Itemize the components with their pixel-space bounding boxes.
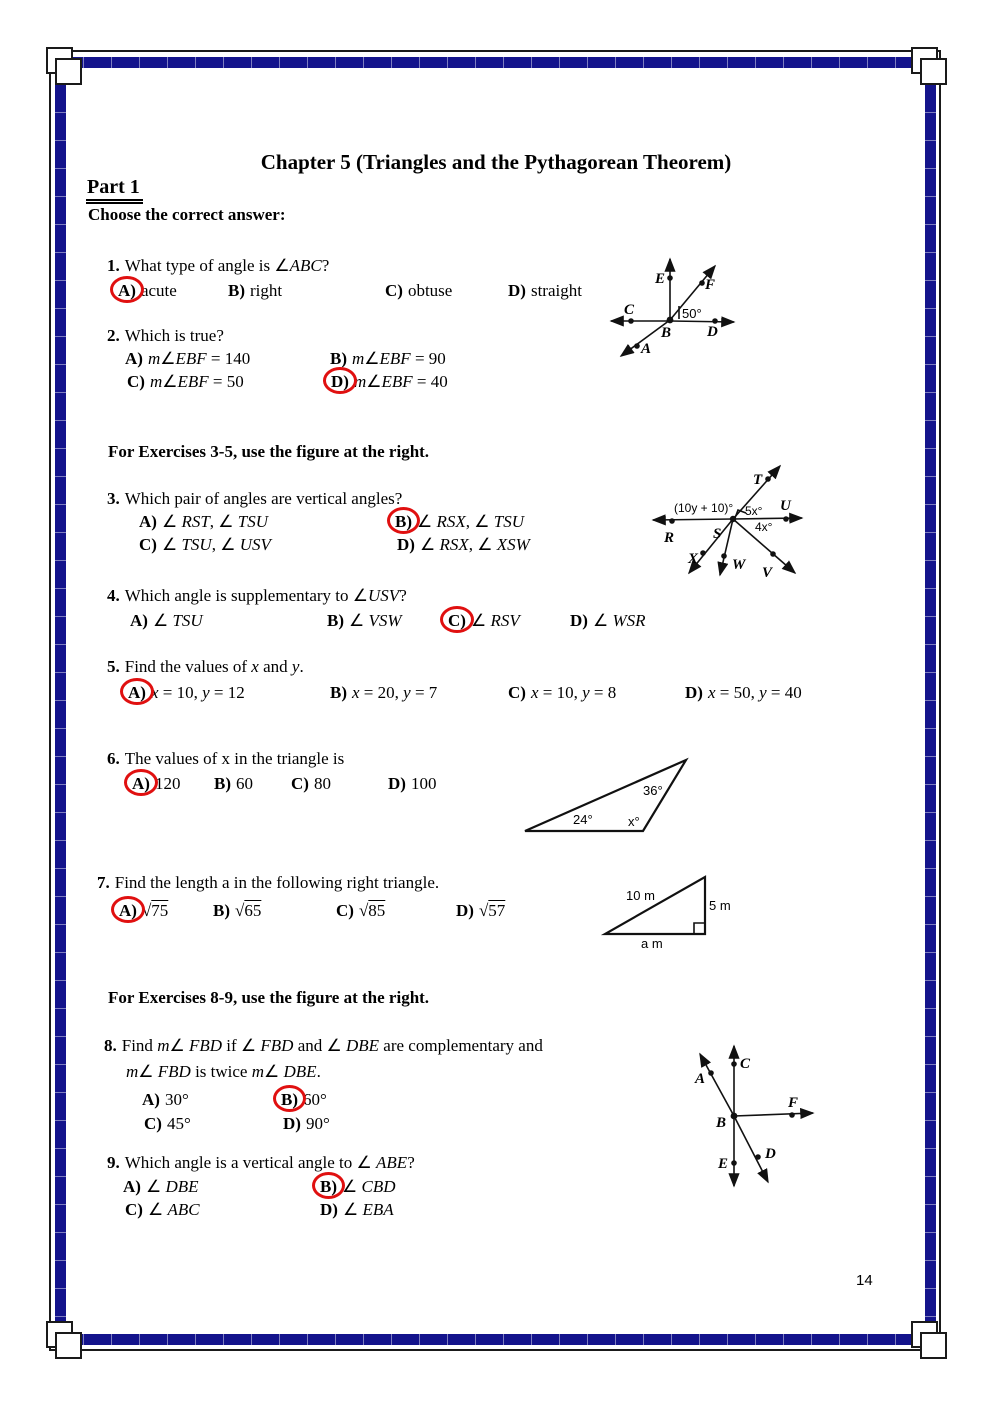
option-letter: C) <box>127 372 145 391</box>
option-letter: A) <box>139 512 157 531</box>
question-2-number: 2. <box>107 326 120 345</box>
question-3-option-a <box>139 512 268 532</box>
option-text: ∠ DBE <box>145 1177 199 1196</box>
option-letter: D) <box>508 281 526 300</box>
point-label-d: D <box>707 324 718 340</box>
question-7-prompt <box>97 873 439 893</box>
option-letter: A) <box>125 349 143 368</box>
option-text: ∠ RSV <box>470 611 520 630</box>
angle-label-50: 50° <box>682 306 702 321</box>
option-text: m∠EBF = 140 <box>147 349 251 368</box>
question-8-prompt <box>104 1036 543 1056</box>
question-8-text: Find m∠ FBD if ∠ FBD and ∠ DBE are complementary and <box>121 1036 543 1055</box>
side-label-am: a m <box>641 936 663 951</box>
option-letter: C) <box>144 1114 162 1133</box>
question-3-option-b <box>395 512 524 532</box>
point-label-a: A <box>641 341 652 357</box>
angle-label-5x: 5x° <box>745 504 763 518</box>
question-9-option-d <box>320 1200 394 1220</box>
question-5-option-d <box>685 683 802 703</box>
question-7-option-d <box>456 901 505 921</box>
question-6-prompt <box>107 749 344 769</box>
option-text: m∠EBF = 50 <box>149 372 244 391</box>
option-text: ∠ CBD <box>342 1177 396 1196</box>
option-letter: A) <box>132 774 150 793</box>
section-header-ex89: For Exercises 8-9, use the figure at the right. <box>108 988 430 1007</box>
question-7-option-a <box>119 901 168 921</box>
question-1-option-b <box>228 281 282 301</box>
question-3-number: 3. <box>107 489 120 508</box>
option-letter: B) <box>228 281 245 300</box>
question-5-prompt <box>107 657 304 677</box>
question-7-option-c <box>336 901 385 921</box>
point-label-v: V <box>762 565 773 581</box>
option-text: 45° <box>166 1114 191 1133</box>
question-8-option-d <box>283 1114 330 1134</box>
question-9-option-a <box>123 1177 199 1197</box>
corner-ornament-bl2 <box>55 1332 82 1359</box>
question-1-prompt <box>107 256 329 276</box>
option-text: 30° <box>164 1090 189 1109</box>
point-label-f: F <box>705 277 716 293</box>
option-letter: C) <box>385 281 403 300</box>
option-text: 100 <box>410 774 437 793</box>
option-text: ∠ ABC <box>147 1200 200 1219</box>
question-2-prompt <box>107 326 224 346</box>
question-9-prompt <box>107 1153 415 1173</box>
option-text: x = 10, y = 8 <box>530 683 617 702</box>
option-letter: C) <box>508 683 526 702</box>
option-text: ∠ WSR <box>592 611 646 630</box>
option-letter: C) <box>139 535 157 554</box>
point-label-x: X <box>688 551 699 567</box>
question-5-option-b <box>330 683 437 703</box>
option-letter: C) <box>336 901 354 920</box>
option-text: ∠ RST, ∠ TSU <box>161 512 269 531</box>
option-letter: D) <box>685 683 703 702</box>
side-label-5m: 5 m <box>709 898 731 913</box>
option-letter: A) <box>123 1177 141 1196</box>
question-1-option-c <box>385 281 452 301</box>
option-letter: A) <box>119 901 137 920</box>
option-letter: A) <box>130 611 148 630</box>
option-text: ∠ RSX, ∠ TSU <box>417 512 525 531</box>
question-2-text: Which is true? <box>124 326 224 345</box>
question-8-prompt-line2 <box>126 1062 321 1082</box>
option-letter: B) <box>330 349 347 368</box>
corner-ornament-tl2 <box>55 58 82 85</box>
option-letter: D) <box>456 901 474 920</box>
question-1-option-a <box>118 281 177 301</box>
option-text: 60° <box>303 1090 327 1109</box>
option-text: x = 50, y = 40 <box>707 683 802 702</box>
figure-angles-50 <box>595 243 745 368</box>
option-text: 80 <box>313 774 331 793</box>
option-text: m∠EBF = 90 <box>352 349 446 368</box>
question-4-prompt <box>107 586 407 606</box>
option-text: √85 <box>358 901 386 920</box>
question-9-number: 9. <box>107 1153 120 1172</box>
option-letter: B) <box>214 774 231 793</box>
question-4-option-d <box>570 611 646 631</box>
angle-label-10y10: (10y + 10)° <box>674 501 734 515</box>
point-label-s: S <box>713 526 722 542</box>
option-text: √75 <box>141 901 169 920</box>
point-label-r: R <box>664 530 675 546</box>
question-7-number: 7. <box>97 873 110 892</box>
question-3-option-c <box>139 535 271 555</box>
option-letter: B) <box>281 1090 298 1109</box>
option-letter: C) <box>125 1200 143 1219</box>
question-9-option-b <box>320 1177 396 1197</box>
corner-ornament-tr2 <box>920 58 947 85</box>
question-3-prompt <box>107 489 402 509</box>
side-label-10m: 10 m <box>626 888 655 903</box>
angle-label-x: x° <box>628 814 640 829</box>
figure-intersecting-lines <box>678 1038 823 1193</box>
option-text: ∠ RSX, ∠ XSW <box>419 535 530 554</box>
question-9-text: Which angle is a vertical angle to ∠ ABE? <box>124 1153 415 1172</box>
question-9-option-c <box>125 1200 200 1220</box>
point-label-e: E <box>718 1156 729 1172</box>
question-6-option-b <box>214 774 253 794</box>
option-text: right <box>250 281 283 300</box>
option-text: √65 <box>235 901 262 920</box>
option-letter: C) <box>291 774 309 793</box>
option-letter: A) <box>128 683 146 702</box>
page-title: Chapter 5 (Triangles and the Pythagorean Theorem) <box>260 150 732 174</box>
option-letter: B) <box>320 1177 337 1196</box>
option-text: acute <box>140 281 177 300</box>
option-text: 120 <box>154 774 181 793</box>
option-letter: B) <box>330 683 347 702</box>
option-letter: D) <box>388 774 406 793</box>
point-label-a: A <box>695 1071 706 1087</box>
question-6-number: 6. <box>107 749 120 768</box>
point-label-c: C <box>740 1056 751 1072</box>
option-letter: D) <box>397 535 415 554</box>
part-label: Part 1 <box>86 176 143 204</box>
option-text: obtuse <box>407 281 453 300</box>
point-label-w: W <box>732 557 746 573</box>
option-text: ∠ TSU, ∠ USV <box>161 535 271 554</box>
question-5-number: 5. <box>107 657 120 676</box>
page-number: 14 <box>856 1272 873 1289</box>
point-label-b: B <box>716 1115 727 1131</box>
point-label-u: U <box>780 498 791 514</box>
question-4-option-b <box>327 611 402 631</box>
question-5-option-a <box>128 683 245 703</box>
question-4-option-c <box>448 611 520 631</box>
question-6-text: The values of x in the triangle is <box>124 749 345 768</box>
question-6-option-c <box>291 774 331 794</box>
question-5-option-c <box>508 683 616 703</box>
angle-label-36: 36° <box>643 783 663 798</box>
question-6-option-d <box>388 774 436 794</box>
figure-right-triangle <box>596 868 736 953</box>
question-7-option-b <box>213 901 261 921</box>
question-4-number: 4. <box>107 586 120 605</box>
option-letter: C) <box>448 611 466 630</box>
angle-label-4x: 4x° <box>755 520 773 534</box>
question-1-option-d <box>508 281 582 301</box>
option-text: x = 10, y = 12 <box>150 683 245 702</box>
option-letter: D) <box>283 1114 301 1133</box>
question-5-text: Find the values of x and y. <box>124 657 304 676</box>
question-2-option-d <box>331 372 448 392</box>
option-text: m∠EBF = 40 <box>353 372 448 391</box>
question-8-option-a <box>142 1090 189 1110</box>
question-8-option-c <box>144 1114 191 1134</box>
option-text: straight <box>530 281 582 300</box>
question-1-text: What type of angle is ∠ABC? <box>124 256 330 275</box>
point-label-b: B <box>661 325 672 341</box>
option-text: ∠ EBA <box>342 1200 394 1219</box>
instruction: Choose the correct answer: <box>88 205 286 224</box>
question-8-text-line2: m∠ FBD is twice m∠ DBE. <box>126 1062 321 1081</box>
corner-ornament-br2 <box>920 1332 947 1359</box>
figure-vertical-angles-rays <box>645 458 810 583</box>
option-text: 90° <box>305 1114 330 1133</box>
figure-triangle-angles <box>515 753 700 845</box>
point-label-d: D <box>765 1146 776 1162</box>
question-3-text: Which pair of angles are vertical angles? <box>124 489 403 508</box>
question-4-text: Which angle is supplementary to ∠USV? <box>124 586 407 605</box>
point-label-c: C <box>624 302 635 318</box>
question-2-option-b <box>330 349 446 369</box>
option-letter: D) <box>570 611 588 630</box>
point-label-f: F <box>788 1095 799 1111</box>
option-letter: B) <box>395 512 412 531</box>
option-letter: B) <box>327 611 344 630</box>
point-label-e: E <box>655 271 666 287</box>
section-header-ex35: For Exercises 3-5, use the figure at the right. <box>108 442 430 461</box>
question-1-number: 1. <box>107 256 120 275</box>
point-label-t: T <box>753 472 763 488</box>
option-letter: D) <box>331 372 349 391</box>
option-letter: A) <box>142 1090 160 1109</box>
question-8-number: 8. <box>104 1036 117 1055</box>
option-text: x = 20, y = 7 <box>352 683 438 702</box>
option-text: 60 <box>236 774 253 793</box>
angle-label-24: 24° <box>573 812 593 827</box>
question-4-option-a <box>130 611 203 631</box>
question-2-option-a <box>125 349 250 369</box>
option-text: ∠ TSU <box>152 611 203 630</box>
option-letter: D) <box>320 1200 338 1219</box>
question-3-option-d <box>397 535 530 555</box>
question-7-text: Find the length a in the following right triangle. <box>114 873 440 892</box>
option-letter: A) <box>118 281 136 300</box>
option-letter: B) <box>213 901 230 920</box>
option-text: ∠ VSW <box>349 611 402 630</box>
question-6-option-a <box>132 774 180 794</box>
question-8-option-b <box>281 1090 327 1110</box>
question-2-option-c <box>127 372 244 392</box>
option-text: √57 <box>478 901 506 920</box>
